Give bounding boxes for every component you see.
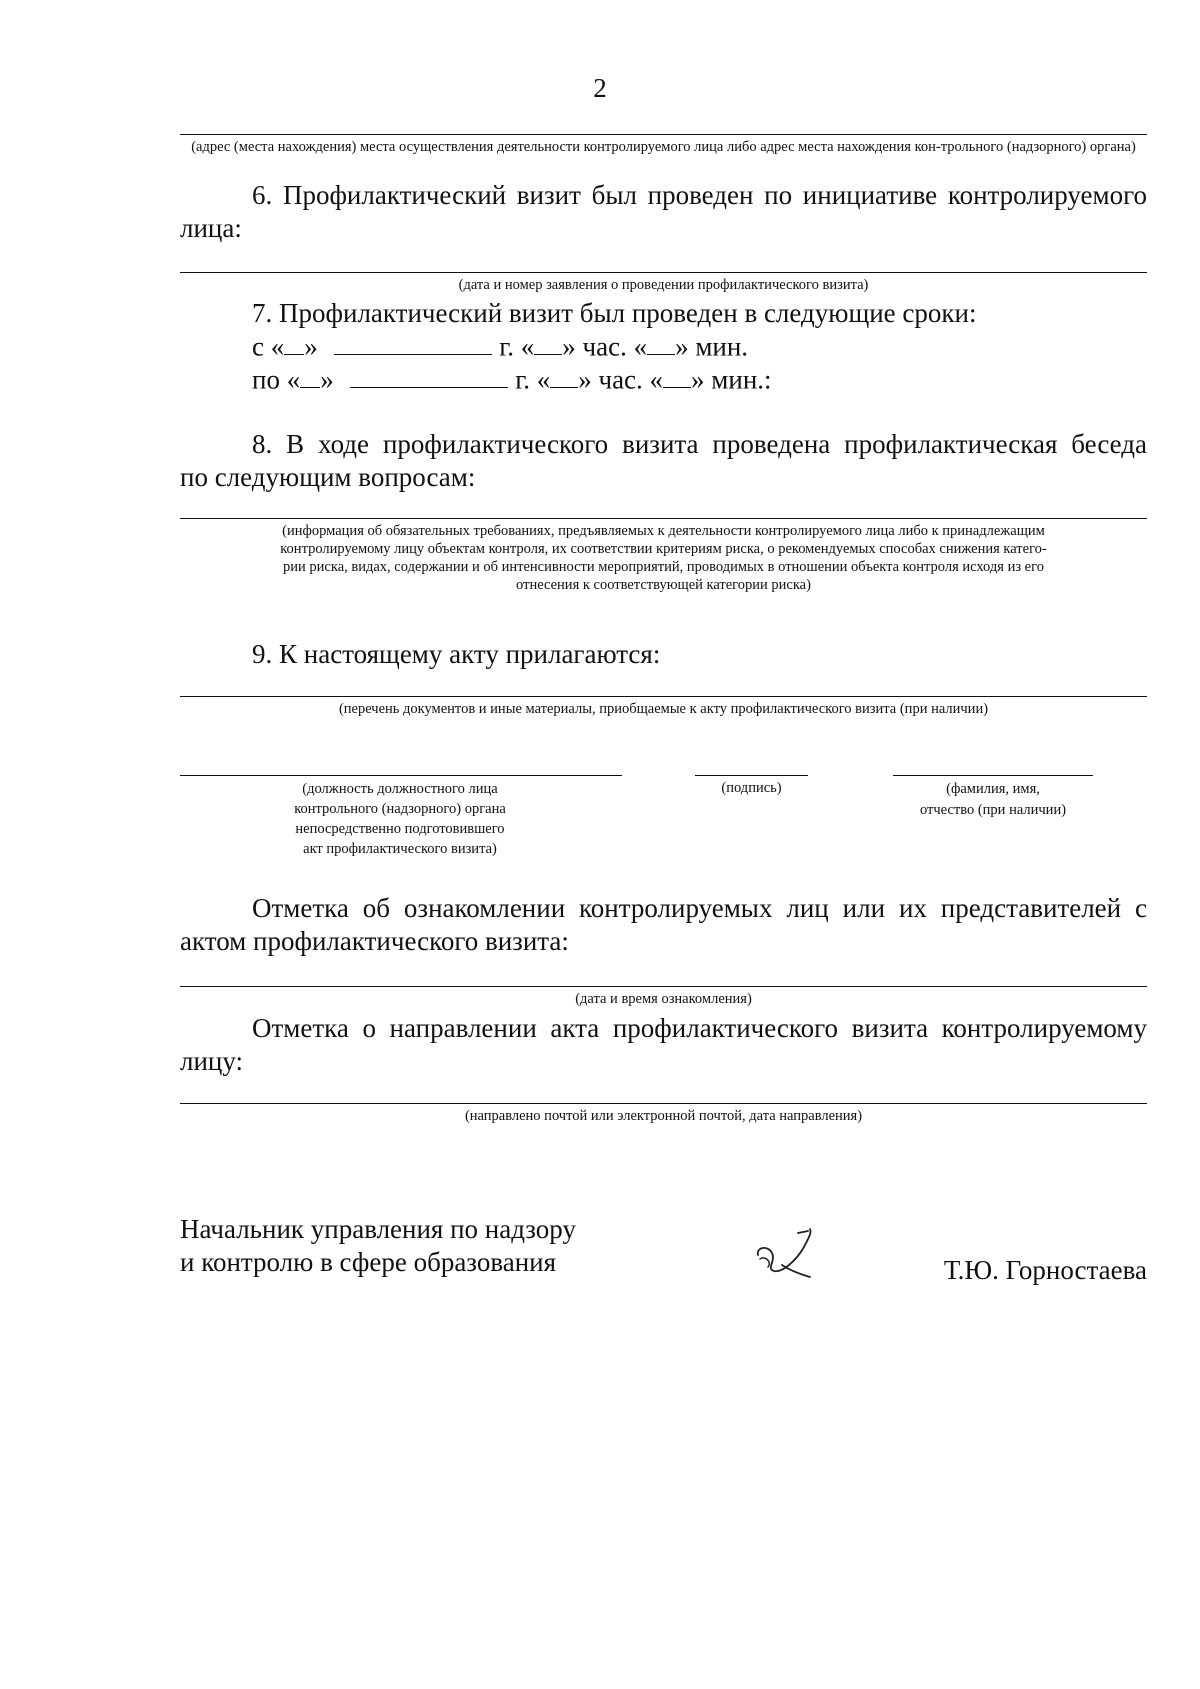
from-day-blank[interactable]	[284, 330, 304, 355]
from-prefix: с «	[252, 331, 285, 362]
from-hour-blank[interactable]	[534, 330, 562, 355]
name-caption-line: отчество (при наличии)	[919, 802, 1067, 818]
section6-caption: (дата и номер заявления о проведении профилактического визита)	[458, 277, 869, 293]
section8-caption-line: рии риска, видах, содержании и об интенсивности мероприятий, проводимых в отношении объекта контроля исходя из его	[283, 559, 1044, 575]
acquaintance-fill-line	[180, 986, 1147, 987]
from-hour-label: » час. «	[562, 331, 648, 362]
name-caption-line: (фамилия, имя,	[946, 781, 1040, 797]
address-line	[180, 134, 1147, 135]
section8-line1: 8. В ходе профилактического визита проведена профилактическая беседа	[252, 429, 1147, 459]
to-month-blank[interactable]	[350, 363, 508, 388]
acquaintance-line1: Отметка об ознакомлении контролируемых лиц или их представителей с	[252, 893, 1147, 923]
name-line	[893, 775, 1093, 776]
signatory-title	[180, 1213, 576, 1279]
position-caption-line: акт профилактического визита)	[303, 841, 497, 857]
handwritten-signature	[752, 1225, 822, 1285]
sending-fill-line	[180, 1103, 1147, 1104]
to-day-blank[interactable]	[300, 363, 320, 388]
position-line	[180, 775, 622, 776]
section8-caption	[180, 522, 1147, 594]
position-caption-line: непосредственно подготовившего	[295, 821, 505, 837]
section8-line2: по следующим вопросам:	[180, 462, 476, 492]
section8-fill-line	[180, 518, 1147, 519]
acquaintance-caption: (дата и время ознакомления)	[575, 991, 752, 1007]
position-caption-line: (должность должностного лица	[302, 781, 498, 797]
section8-caption-line: (информация об обязательных требованиях, предъявляемых к деятельности контролируемого лица либо к принадлежащим	[282, 523, 1045, 539]
address-caption: (адрес (места нахождения) места осуществления деятельности контролируемого лица либо адрес места нахождения кон-трольного (надзорного) органа)	[191, 139, 1136, 155]
from-minute-label: » мин.	[675, 331, 749, 362]
section6-fill-line	[180, 272, 1147, 273]
section9-caption: (перечень документов и иные материалы, приобщаемые к акту профилактического визита (при наличии)	[338, 701, 989, 717]
section8-caption-line: отнесения к соответствующей категории риска)	[516, 577, 811, 593]
name-caption	[880, 779, 1106, 821]
sending-line1: Отметка о направлении акта профилактического визита контролируемому	[252, 1013, 1147, 1043]
to-minute-blank[interactable]	[663, 363, 691, 388]
to-hour-blank[interactable]	[550, 363, 578, 388]
section9-fill-line	[180, 696, 1147, 697]
signature-line	[695, 775, 808, 776]
section7-heading: 7. Профилактический визит был проведен в следующие сроки:	[252, 298, 977, 328]
to-year-label: г. «	[515, 364, 551, 395]
to-prefix: по «	[252, 364, 301, 395]
acquaintance-line2: актом профилактического визита:	[180, 926, 569, 956]
page-number: 2	[593, 73, 607, 103]
from-month-blank[interactable]	[334, 330, 492, 355]
section7-from-line	[252, 330, 748, 363]
position-caption	[240, 779, 560, 859]
to-minute-label: » мин.:	[691, 364, 772, 395]
to-hour-label: » час. «	[578, 364, 664, 395]
signature-caption: (подпись)	[721, 780, 782, 796]
from-year-label: г. «	[499, 331, 535, 362]
sending-caption: (направлено почтой или электронной почтой, дата направления)	[464, 1108, 863, 1124]
section9-heading: 9. К настоящему акту прилагаются:	[252, 639, 661, 669]
section8-caption-line: контролируемому лицу объектам контроля, их соответствии критериям риска, о рекомендуемых способах снижения катего-	[280, 541, 1047, 557]
sending-line2: лицу:	[180, 1046, 244, 1076]
section7-to-line	[252, 363, 772, 396]
signatory-name: Т.Ю. Горностаева	[943, 1255, 1147, 1285]
signatory-title-line2: и контролю в сфере образования	[180, 1247, 557, 1277]
signatory-title-line1: Начальник управления по надзору	[180, 1214, 576, 1244]
position-caption-line: контрольного (надзорного) органа	[294, 801, 506, 817]
from-minute-blank[interactable]	[647, 330, 675, 355]
to-close-quote: »	[320, 364, 334, 395]
from-close-quote: »	[304, 331, 318, 362]
section6-line1: 6. Профилактический визит был проведен по инициативе контролируемого	[252, 180, 1147, 210]
section6-line2: лица:	[180, 213, 242, 243]
